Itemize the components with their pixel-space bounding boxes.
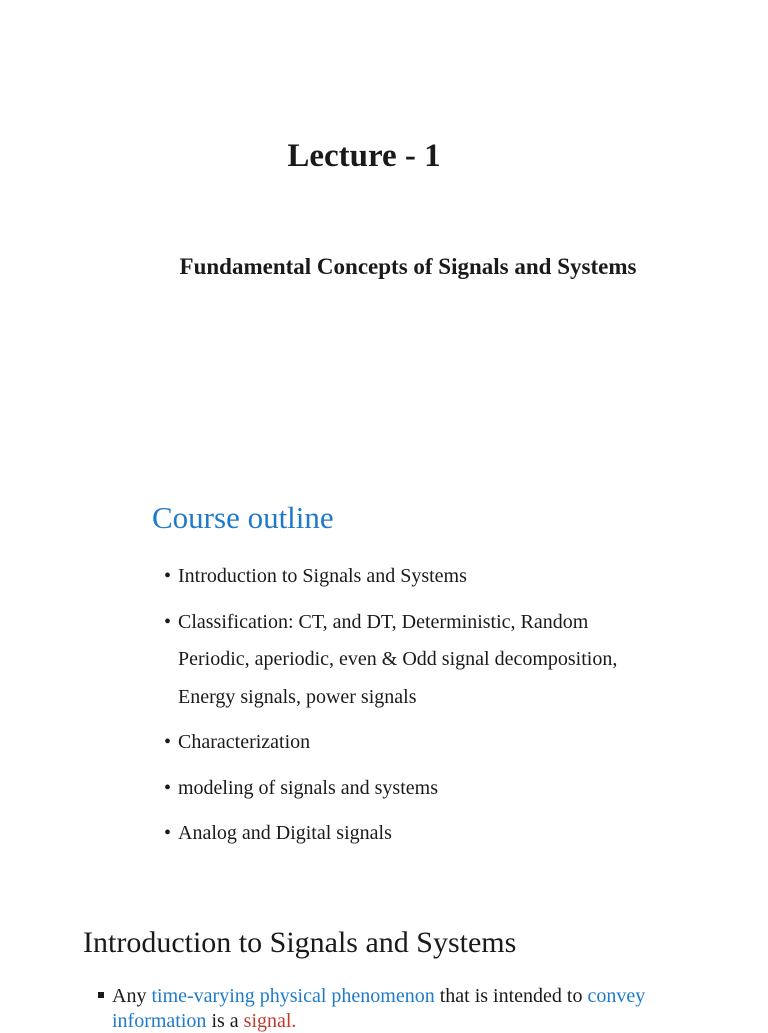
outline-item-text: Characterization xyxy=(178,731,311,753)
outline-item-text: modeling of signals and systems xyxy=(178,776,438,799)
intro-highlight: convey xyxy=(587,985,646,1007)
intro-highlight-red: signal. xyxy=(243,1010,297,1032)
lecture-title: Lecture - 1 xyxy=(287,138,441,174)
outline-item xyxy=(164,558,617,596)
bullet-icon: • xyxy=(164,610,172,633)
bullet-icon: • xyxy=(164,776,172,799)
outline-item xyxy=(164,604,617,717)
outline-item-text: Introduction to Signals and Systems xyxy=(178,565,467,587)
intro-highlight: time-varying physical phenomenon xyxy=(151,985,435,1007)
intro-text: Any xyxy=(112,985,152,1007)
outline-item xyxy=(164,815,617,853)
bullet-icon: • xyxy=(164,822,172,844)
intro-highlight: information xyxy=(112,1010,207,1032)
intro-text: that is intended to xyxy=(434,985,588,1007)
outline-item-text: Periodic, aperiodic, even & Odd signal decomposition, xyxy=(178,648,618,670)
outline-item xyxy=(164,770,617,808)
outline-item-text: Classification: CT, and DT, Deterministic, Random xyxy=(178,610,589,633)
course-outline-list xyxy=(164,558,617,861)
bullet-icon: • xyxy=(164,565,172,587)
outline-item-text: Energy signals, power signals xyxy=(178,685,417,708)
course-outline-heading: Course outline xyxy=(152,500,334,535)
square-bullet-icon xyxy=(98,992,104,998)
intro-paragraph-line2 xyxy=(112,1010,296,1033)
lecture-subtitle: Fundamental Concepts of Signals and Systems xyxy=(179,254,637,279)
intro-heading: Introduction to Signals and Systems xyxy=(83,926,517,959)
intro-text: is a xyxy=(206,1010,244,1032)
outline-item-text: Analog and Digital signals xyxy=(178,822,392,844)
outline-item xyxy=(164,724,617,762)
bullet-icon: • xyxy=(164,731,172,753)
intro-paragraph xyxy=(98,982,645,1010)
